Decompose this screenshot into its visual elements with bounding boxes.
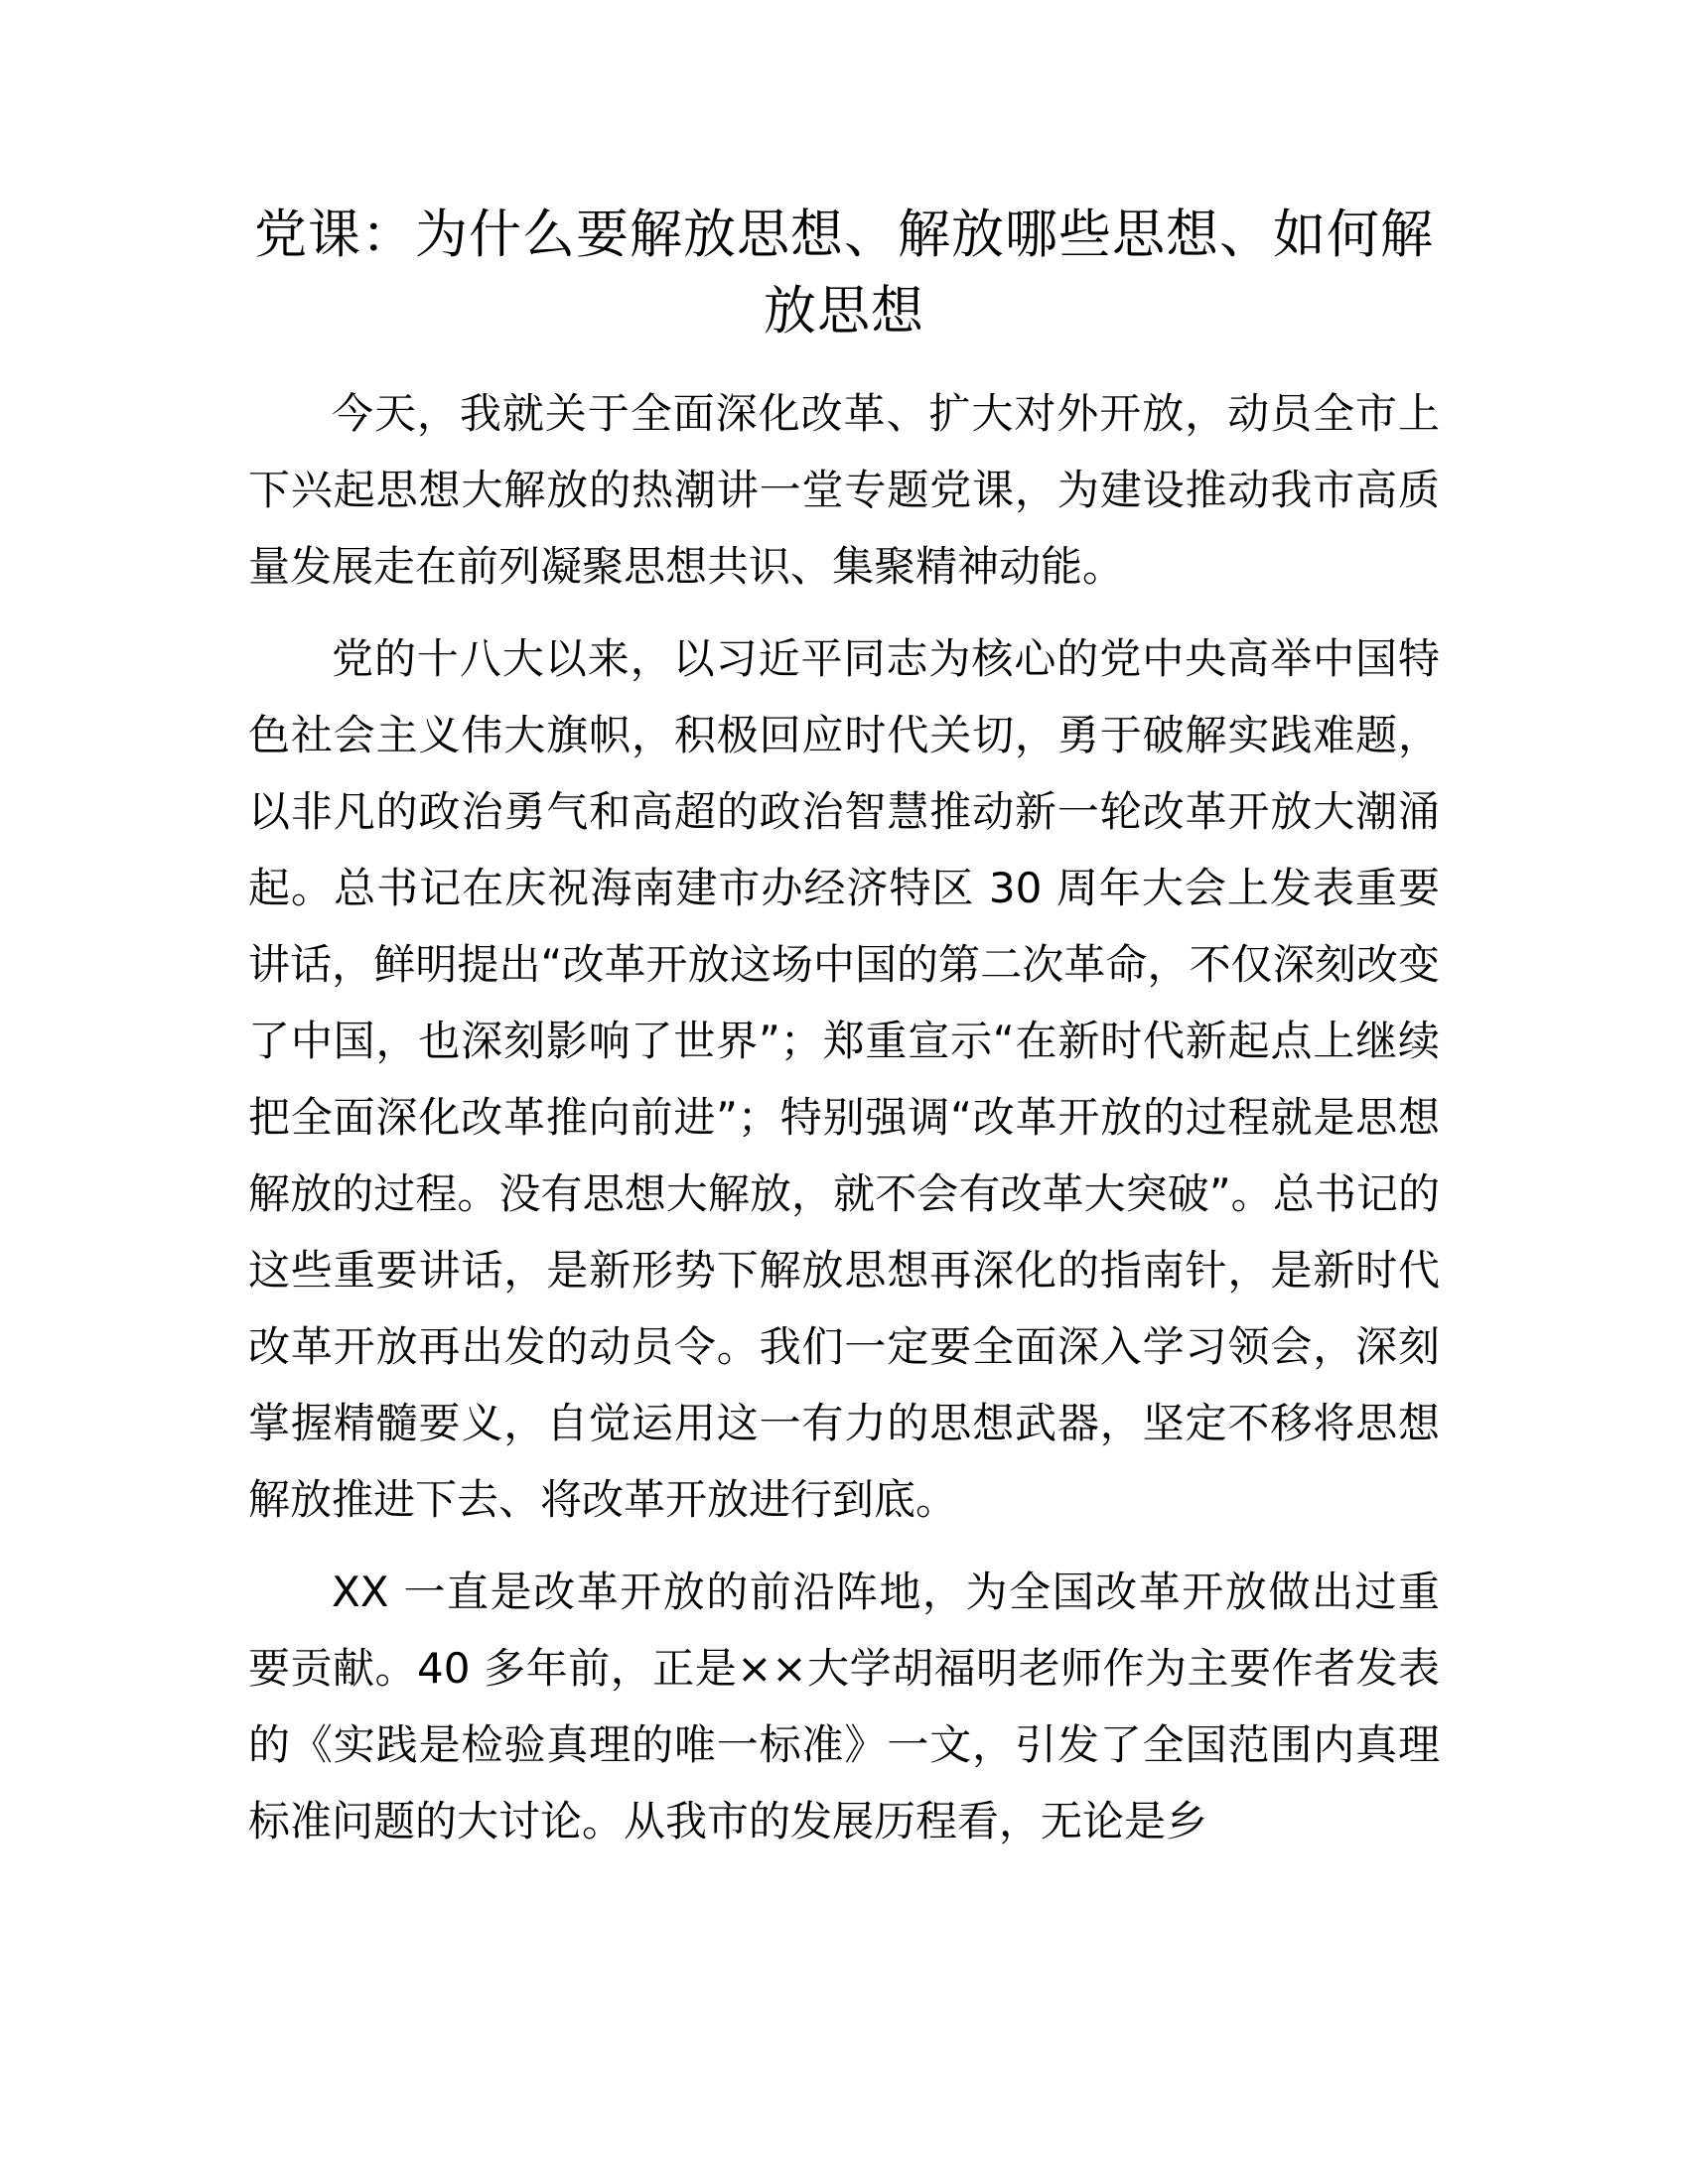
paragraph-local-history: XX 一直是改革开放的前沿阵地，为全国改革开放做出过重要贡献。40 多年前，正是××大学胡福明老师作为主要作者发表的《实践是检验真理的唯一标准》一文，引发了全国范围内真理标准问题的大讨论。从我市的发展历程看，无论是乡 (248, 1568, 1440, 1845)
paragraph-background: 党的十八大以来，以习近平同志为核心的党中央高举中国特色社会主义伟大旗帜，积极回应时代关切，勇于破解实践难题，以非凡的政治勇气和高超的政治智慧推动新一轮改革开放大潮涌起。总书记在庆祝海南建市办经济特区 30 周年大会上发表重要讲话，鲜明提出“改革开放这场中国的第二次革命，不仅深刻改变了中国，也深刻影响了世界”；郑重宣示“在新时代新起点上继续把全面深化改革推向前进”；特别强调“改革开放的过程就是思想解放的过程。没有思想大解放，就不会有改革大突破”。总书记的这些重要讲话，是新形势下解放思想再深化的指南针，是新时代改革开放再出发的动员令。我们一定要全面深入学习领会，深刻掌握精髓要义，自觉运用这一有力的思想武器，坚定不移将思想解放推进下去、将改革开放进行到底。 (248, 634, 1440, 1524)
document-body (248, 375, 1440, 1875)
document-title: 党课：为什么要解放思想、解放哪些思想、如何解放思想 (254, 205, 1434, 341)
paragraph-intro: 今天，我就关于全面深化改革、扩大对外开放，动员全市上下兴起思想大解放的热潮讲一堂专题党课，为建设推动我市高质量发展走在前列凝聚思想共识、集聚精神动能。 (248, 389, 1440, 591)
